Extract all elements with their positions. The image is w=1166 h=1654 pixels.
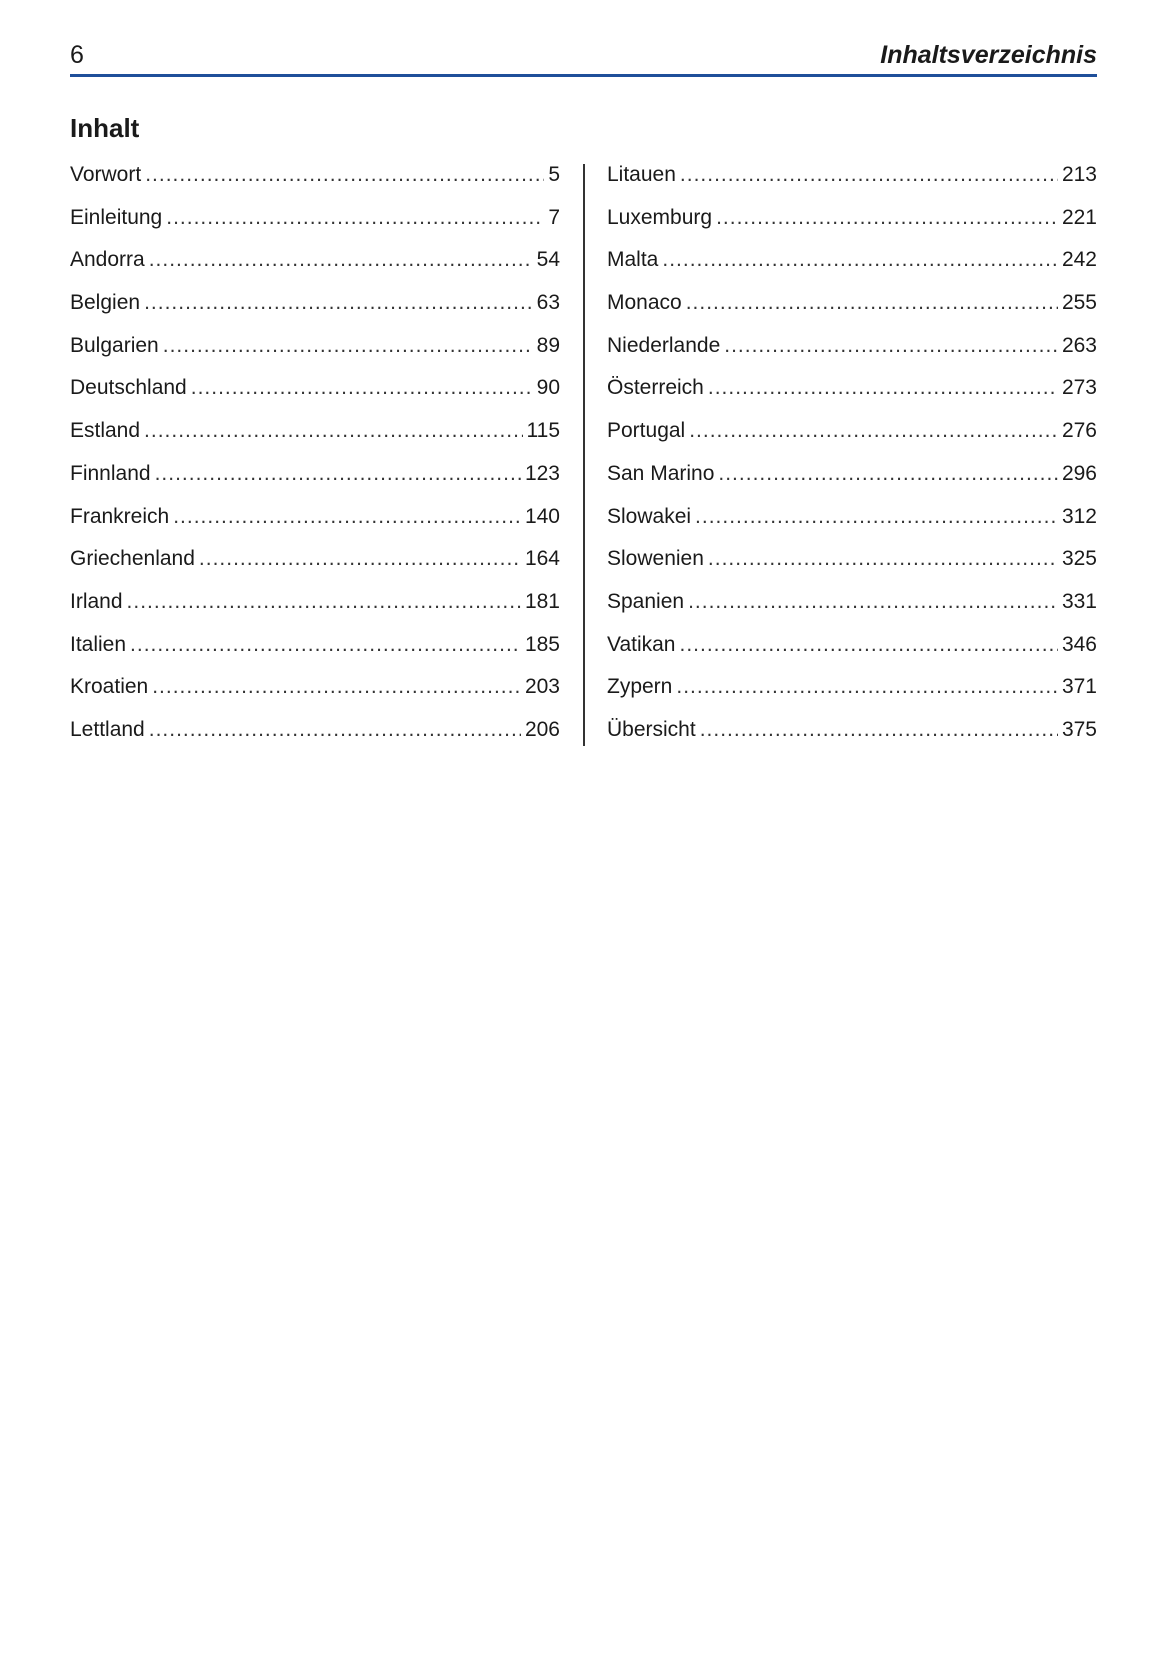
toc-entry-title: Luxemburg	[607, 205, 713, 229]
toc-entry-page: 90	[536, 376, 560, 400]
toc-entry[interactable]	[607, 459, 1097, 502]
toc-entry-page: 5	[548, 163, 560, 186]
page-header	[70, 36, 1097, 76]
toc-entry[interactable]	[70, 416, 560, 459]
toc-entry-page: 115	[526, 419, 560, 443]
toc-entry-page: 206	[524, 717, 560, 741]
toc-entry[interactable]	[70, 715, 560, 758]
toc-entry[interactable]	[607, 587, 1097, 630]
toc-dot-leader	[127, 587, 521, 617]
toc-entry-title: Österreich	[607, 376, 704, 400]
toc-entry-title: Lettland	[70, 717, 145, 741]
toc-entry-page: 325	[1061, 547, 1097, 571]
toc-dot-leader	[155, 459, 521, 489]
toc-entry[interactable]	[607, 160, 1097, 203]
toc-entry-title: Malta	[607, 248, 659, 272]
toc-entry-title: Portugal	[607, 419, 686, 443]
toc-dot-leader	[149, 715, 521, 745]
toc-entry[interactable]	[70, 245, 560, 288]
toc-entry-title: Übersicht	[607, 717, 696, 741]
toc-entry[interactable]	[607, 373, 1097, 416]
toc-entry-page: 203	[524, 675, 560, 699]
toc-dot-leader	[662, 245, 1058, 275]
toc-entry-page: 54	[536, 248, 560, 272]
toc-dot-leader	[724, 331, 1058, 361]
toc-entry-page: 255	[1061, 291, 1097, 315]
running-title: Inhaltsverzeichnis	[880, 41, 1097, 69]
toc-entry-page: 181	[524, 589, 560, 613]
toc-dot-leader	[199, 544, 521, 574]
toc-entry-title: Zypern	[607, 675, 673, 699]
toc-entry-title: Deutschland	[70, 376, 187, 400]
toc-entry[interactable]	[607, 245, 1097, 288]
toc-entry[interactable]	[70, 459, 560, 502]
toc-dot-leader	[145, 160, 544, 190]
toc-dot-leader	[718, 459, 1058, 489]
toc-entry[interactable]	[70, 203, 560, 246]
toc-entry-title: Belgien	[70, 291, 141, 315]
toc-entry[interactable]	[70, 502, 560, 545]
toc-entry-page: 263	[1061, 333, 1097, 357]
toc-entry-title: Niederlande	[607, 333, 721, 357]
toc-entry-title: Litauen	[607, 163, 676, 186]
toc-dot-leader	[130, 630, 521, 660]
toc-entry-title: Andorra	[70, 248, 145, 272]
toc-dot-leader	[152, 672, 521, 702]
toc-dot-leader	[144, 288, 533, 318]
toc-entry-page: 371	[1061, 675, 1097, 699]
toc-dot-leader	[173, 502, 521, 532]
toc-entry-page: 140	[524, 504, 560, 528]
toc-entry-title: Kroatien	[70, 675, 149, 699]
toc-entry-page: 89	[536, 333, 560, 357]
toc-dot-leader	[149, 245, 533, 275]
toc-entry-title: Vatikan	[607, 632, 676, 656]
toc-entry-title: San Marino	[607, 461, 715, 485]
toc-entry[interactable]	[607, 288, 1097, 331]
toc-dot-leader	[688, 587, 1058, 617]
toc-entry-title: Estland	[70, 419, 141, 443]
toc-entry-title: Vorwort	[70, 163, 142, 186]
toc-entry[interactable]	[607, 672, 1097, 715]
toc-entry-page: 63	[536, 291, 560, 315]
toc-entry-page: 276	[1061, 419, 1097, 443]
toc-entry-title: Slowenien	[607, 547, 704, 571]
toc-entry[interactable]	[70, 544, 560, 587]
toc-entry-page: 7	[548, 205, 560, 229]
toc-entry[interactable]	[607, 630, 1097, 673]
toc-dot-leader	[686, 288, 1058, 318]
toc-entry-title: Frankreich	[70, 504, 170, 528]
column-divider	[583, 164, 585, 746]
toc-dot-leader	[695, 502, 1058, 532]
toc-entry[interactable]	[70, 331, 560, 374]
toc-entry[interactable]	[70, 373, 560, 416]
toc-entry[interactable]	[70, 288, 560, 331]
toc-entry-page: 185	[524, 632, 560, 656]
toc-entry[interactable]	[70, 630, 560, 673]
toc-entry-title: Griechenland	[70, 547, 195, 571]
toc-dot-leader	[689, 416, 1058, 446]
toc-entry[interactable]	[607, 502, 1097, 545]
toc-entry-page: 312	[1061, 504, 1097, 528]
toc-entry-title: Slowakei	[607, 504, 692, 528]
toc-dot-leader	[708, 373, 1058, 403]
toc-entry[interactable]	[70, 160, 560, 203]
toc-entry-page: 331	[1061, 589, 1097, 613]
toc-entry-page: 346	[1061, 632, 1097, 656]
toc-entry[interactable]	[607, 544, 1097, 587]
toc-dot-leader	[716, 203, 1058, 233]
toc-entry[interactable]	[607, 203, 1097, 246]
toc-entry[interactable]	[607, 331, 1097, 374]
toc-entry-title: Monaco	[607, 291, 682, 315]
toc-entry-page: 213	[1061, 163, 1097, 186]
toc-column-right	[607, 160, 1097, 758]
toc-entry-page: 123	[524, 461, 560, 485]
toc-entry-title: Einleitung	[70, 205, 163, 229]
toc-dot-leader	[680, 160, 1058, 190]
section-heading: Inhalt	[70, 113, 140, 143]
toc-dot-leader	[700, 715, 1058, 745]
toc-entry[interactable]	[70, 672, 560, 715]
toc-dot-leader	[680, 630, 1058, 660]
toc-entry-page: 221	[1061, 205, 1097, 229]
toc-entry-title: Irland	[70, 589, 123, 613]
toc-entry-page: 375	[1061, 717, 1097, 741]
toc-entry-title: Finnland	[70, 461, 151, 485]
toc-entry-page: 164	[524, 547, 560, 571]
toc-entry[interactable]	[70, 587, 560, 630]
toc-dot-leader	[163, 331, 533, 361]
toc-entry-title: Spanien	[607, 589, 685, 613]
toc-column-left	[70, 160, 560, 758]
toc-entry-page: 296	[1061, 461, 1097, 485]
header-rule	[70, 74, 1097, 77]
toc-entry-page: 273	[1061, 376, 1097, 400]
toc-dot-leader	[166, 203, 544, 233]
toc-entry-title: Italien	[70, 632, 127, 656]
toc-entry-title: Bulgarien	[70, 333, 159, 357]
toc-entry[interactable]	[607, 715, 1097, 758]
page-number: 6	[70, 41, 84, 69]
toc-dot-leader	[191, 373, 533, 403]
toc-entry-page: 242	[1061, 248, 1097, 272]
toc-dot-leader	[144, 416, 522, 446]
toc-dot-leader	[676, 672, 1058, 702]
toc-dot-leader	[708, 544, 1058, 574]
toc-entry[interactable]	[607, 416, 1097, 459]
